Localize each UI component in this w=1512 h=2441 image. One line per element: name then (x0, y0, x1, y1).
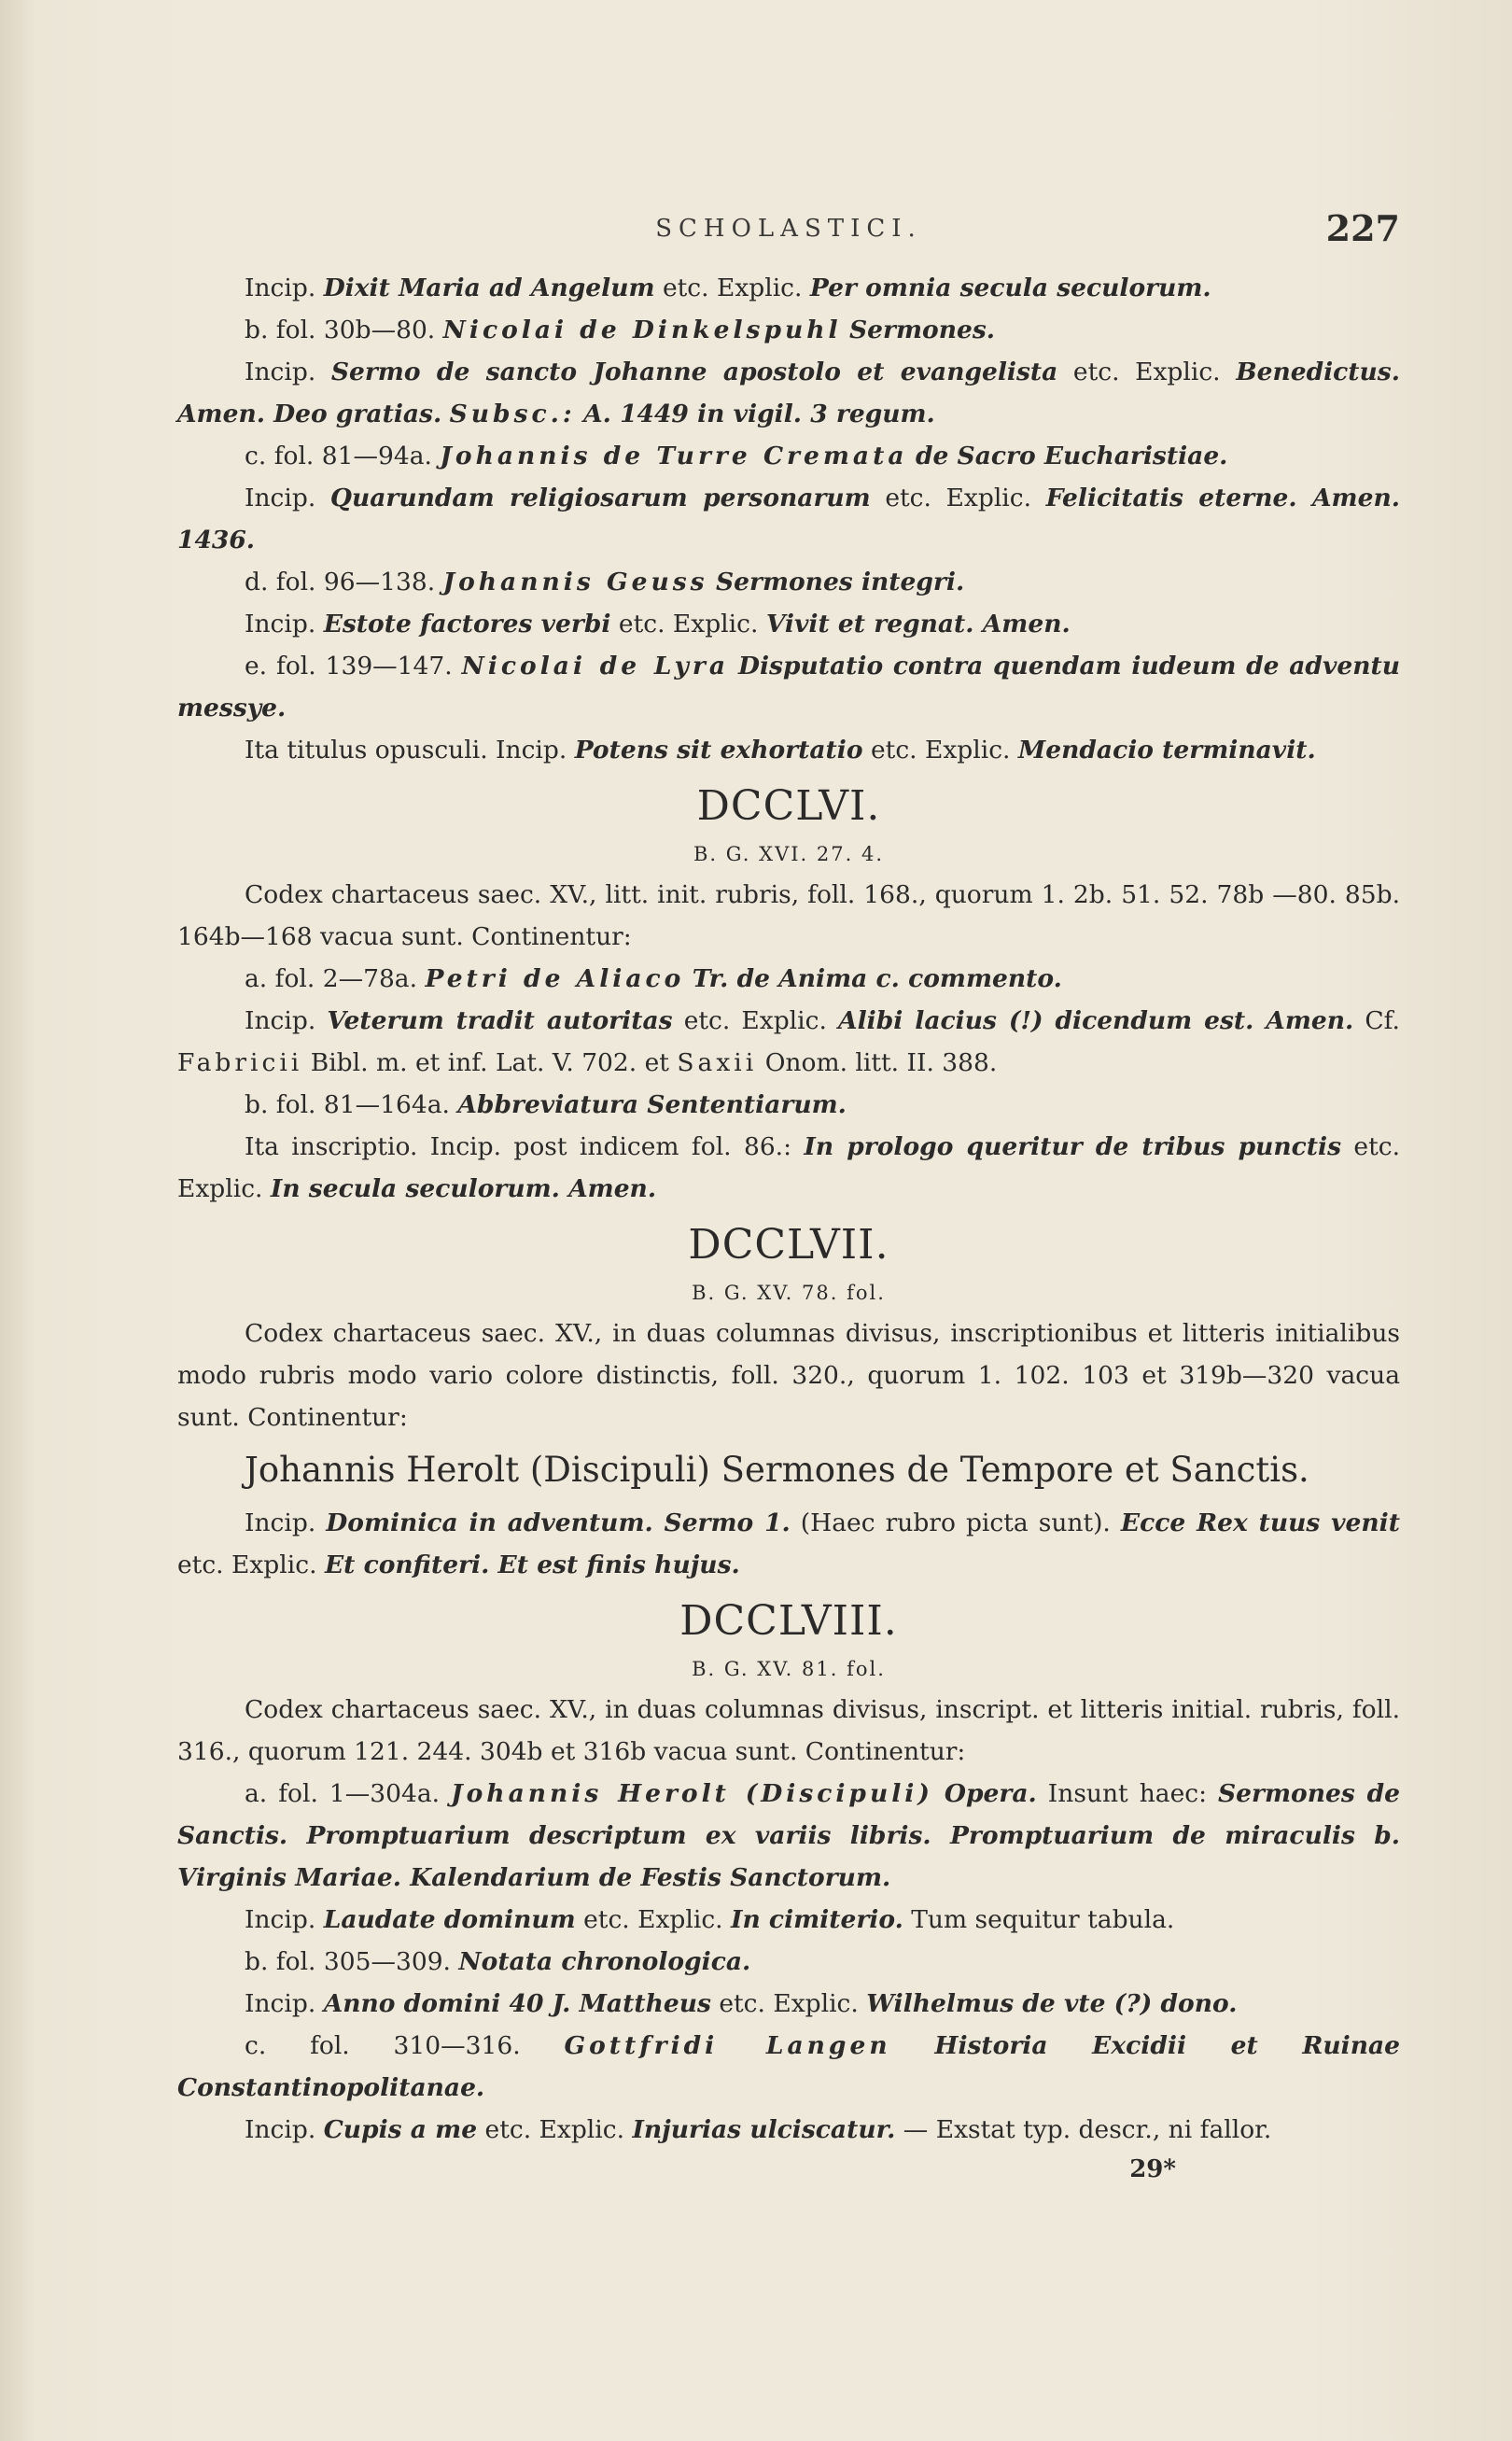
incip-label: Incip. (245, 1006, 316, 1035)
work-title: Disputatio contra quendam iudeum de adventu messye. (177, 652, 1400, 722)
work-title: Notata chronologica. (458, 1947, 751, 1976)
incipit-text: Sermo de sancto Johanne apostolo et evangelista (330, 358, 1058, 386)
entry-line (177, 435, 1400, 477)
entry-line (177, 309, 1400, 351)
entry-line (177, 351, 1400, 435)
entry-line (177, 2025, 1400, 2109)
page-number: 227 (1325, 207, 1400, 249)
explicit-text: Mendacio terminavit. (1017, 736, 1316, 765)
incip-label: Incip. (245, 610, 316, 638)
author-name: Johannis de Turre Cremata (440, 442, 908, 470)
entry-line (177, 1899, 1400, 1941)
entry-line (177, 1983, 1400, 2025)
entry-line (177, 477, 1400, 561)
entry-line (177, 729, 1400, 771)
entry-line (177, 645, 1400, 729)
work-title: Abbreviatura Sententiarum. (457, 1090, 847, 1119)
author-name: Nicolai de Dinkelspuhl (442, 316, 842, 344)
incip-label: Incip. (245, 274, 316, 302)
folio-ref: b. fol. 30b—80. (245, 316, 436, 344)
explic-label: etc. Explic. (583, 1905, 723, 1934)
reference-author: Saxii (677, 1048, 758, 1077)
author-name: Gottfridi Langen (564, 2031, 891, 2060)
incipit-text: Dominica in adventum. Sermo 1. (326, 1508, 791, 1537)
author-name: Petri de Aliaco (425, 964, 685, 993)
incipit-text: Ecce Rex tuus venit (1120, 1508, 1400, 1537)
incip-label: Incip. (245, 484, 316, 512)
codex-description: Codex chartaceus saec. XV., in duas columnas divisus, inscript. et litteris initial. rubris, foll. 316., quorum 121. 244. 304b et 316b vacua sunt. Continentur: (177, 1695, 1400, 1766)
explicit-text: Felicitatis eterne. Amen. 1436. (177, 484, 1400, 554)
entry-line (177, 1773, 1400, 1899)
note-text: Insunt haec: (1047, 1779, 1208, 1808)
author-name: Johannis Geuss (442, 568, 708, 596)
work-title: Historia Excidii et Ruinae Constantinopolitanae. (177, 2031, 1400, 2102)
incipit-text: Cupis a me (323, 2115, 478, 2144)
cf-label: Cf. (1365, 1006, 1400, 1035)
folio-ref: b. fol. 305—309. (245, 1947, 451, 1976)
folio-ref: e. fol. 139—147. (245, 652, 453, 680)
codex-number-heading: DCCLVIII. (679, 1597, 898, 1645)
explic-label: etc. Explic. (870, 736, 1011, 765)
explicit-text: Benedictus. Amen. Deo gratias. (177, 358, 1400, 428)
work-title: Opera. (944, 1779, 1037, 1808)
reference-text: Bibl. m. et inf. Lat. V. 702. et (310, 1048, 669, 1077)
entry-line (177, 1126, 1400, 1210)
incipit-text: Anno domini 40 J. Mattheus (323, 1989, 711, 2018)
folio-ref: b. fol. 81—164a. (245, 1090, 450, 1119)
entry-line (177, 958, 1400, 1000)
note-text: Ita inscriptio. Incip. post indicem fol. 86.: (245, 1132, 792, 1161)
reference-author: Fabricii (177, 1048, 303, 1077)
page-header (177, 207, 1400, 254)
entry-line (177, 1502, 1400, 1586)
subscription-text: A. 1449 in vigil. 3 regum. (583, 400, 935, 428)
incipit-text: Quarundam religiosarum personarum (329, 484, 871, 512)
entry-line (177, 603, 1400, 645)
explic-label: etc. Explic. (484, 2115, 625, 2144)
incip-label: Incip. (245, 1989, 316, 2018)
shelfmark: B. G. XV. 78. fol. (692, 1282, 886, 1304)
incip-label: Incip. (245, 1905, 316, 1934)
page-body (177, 267, 1400, 2188)
explic-label: etc. Explic. (719, 1989, 859, 2018)
explicit-text: In secula seculorum. Amen. (270, 1174, 657, 1203)
contents-list: Sermones de Sanctis. Promptuarium descriptum ex variis libris. Promptuarium de miraculis b. Virginis Mariae. Kalendarium de Festis Sanctorum. (177, 1779, 1400, 1892)
entry-line (177, 2109, 1400, 2151)
explic-label: etc. Explic. (885, 484, 1032, 512)
incipit-text: Dixit Maria ad Angelum (323, 274, 655, 302)
folio-ref: c. fol. 81—94a. (245, 442, 432, 470)
incipit-text: In prologo queritur de tribus punctis (804, 1132, 1342, 1161)
folio-ref: c. fol. 310—316. (245, 2031, 521, 2060)
entry-line (177, 267, 1400, 309)
entry-line (177, 1000, 1400, 1084)
work-title: Sermones. (849, 316, 995, 344)
running-title: SCHOLASTICI. (655, 215, 922, 243)
incipit-text: Potens sit exhortatio (574, 736, 863, 765)
author-name: Johannis Herolt (Discipuli) (451, 1779, 933, 1808)
incip-label: Incip. (245, 1508, 316, 1537)
codex-description: Codex chartaceus saec. XV., in duas columnas divisus, inscriptionibus et litteris initialibus modo rubris modo vario colore distinctis, foll. 320., quorum 1. 102. 103 et 319b—320 vacua sunt. Continentur: (177, 1319, 1400, 1432)
explicit-text: Vivit et regnat. Amen. (765, 610, 1071, 638)
folio-ref: a. fol. 2—78a. (245, 964, 418, 993)
reference-text: Onom. litt. II. 388. (764, 1048, 998, 1077)
explic-label: etc. Explic. (1072, 358, 1221, 386)
entry-line (177, 1084, 1400, 1126)
explic-label: etc. Explic. (177, 1550, 317, 1579)
incipit-text: Estote factores verbi (323, 610, 611, 638)
explicit-text: Injurias ulciscatur. (632, 2115, 896, 2144)
work-title-large: Johannis Herolt (Discipuli) Sermones de Tempore et Sanctis. (245, 1450, 1309, 1490)
entry-line (177, 1941, 1400, 1983)
folio-ref: a. fol. 1—304a. (245, 1779, 441, 1808)
codex-description: Codex chartaceus saec. XV., litt. init. rubris, foll. 168., quorum 1. 2b. 51. 52. 78b —80. 85b. 164b—168 vacua sunt. Continentur: (177, 880, 1400, 951)
incipit-text: Laudate dominum (323, 1905, 576, 1934)
work-title: Tr. de Anima c. commento. (692, 964, 1062, 993)
explicit-text: Per omnia secula seculorum. (809, 274, 1211, 302)
explic-label: etc. Explic. (618, 610, 759, 638)
explic-label: etc. Explic. (662, 274, 803, 302)
folio-ref: d. fol. 96—138. (245, 568, 436, 596)
codex-number-heading: DCCLVII. (688, 1221, 889, 1269)
incipit-text: Veterum tradit autoritas (327, 1006, 673, 1035)
shelfmark: B. G. XV. 81. fol. (692, 1658, 886, 1680)
explicit-text: Alibi lacius (!) dicendum est. Amen. (838, 1006, 1354, 1035)
signature-mark: 29* (1129, 2155, 1176, 2183)
work-title: de Sacro Eucharistiae. (915, 442, 1228, 470)
shelfmark: B. G. XVI. 27. 4. (693, 843, 885, 865)
author-name: Nicolai de Lyra (461, 652, 730, 680)
entry-line (177, 561, 1400, 603)
explicit-text: Wilhelmus de vte (?) dono. (866, 1989, 1238, 2018)
note-text: Ita titulus opusculi. Incip. (245, 736, 567, 765)
subscription-label: Subsc.: (449, 400, 576, 428)
note-text: Tum sequitur tabula. (911, 1905, 1175, 1934)
codex-number-heading: DCCLVI. (696, 782, 881, 830)
incip-label: Incip. (245, 358, 316, 386)
incip-label: Incip. (245, 2115, 316, 2144)
explicit-text: Et confiteri. Et est finis hujus. (324, 1550, 740, 1579)
note-text: — Exstat typ. descr., ni fallor. (903, 2115, 1272, 2144)
work-title: Sermones integri. (716, 568, 965, 596)
explicit-text: In cimiterio. (731, 1905, 903, 1934)
explic-label: etc. Explic. (683, 1006, 827, 1035)
note-text: (Haec rubro picta sunt). (800, 1508, 1111, 1537)
explic-label: etc. Explic. (177, 1132, 1400, 1203)
